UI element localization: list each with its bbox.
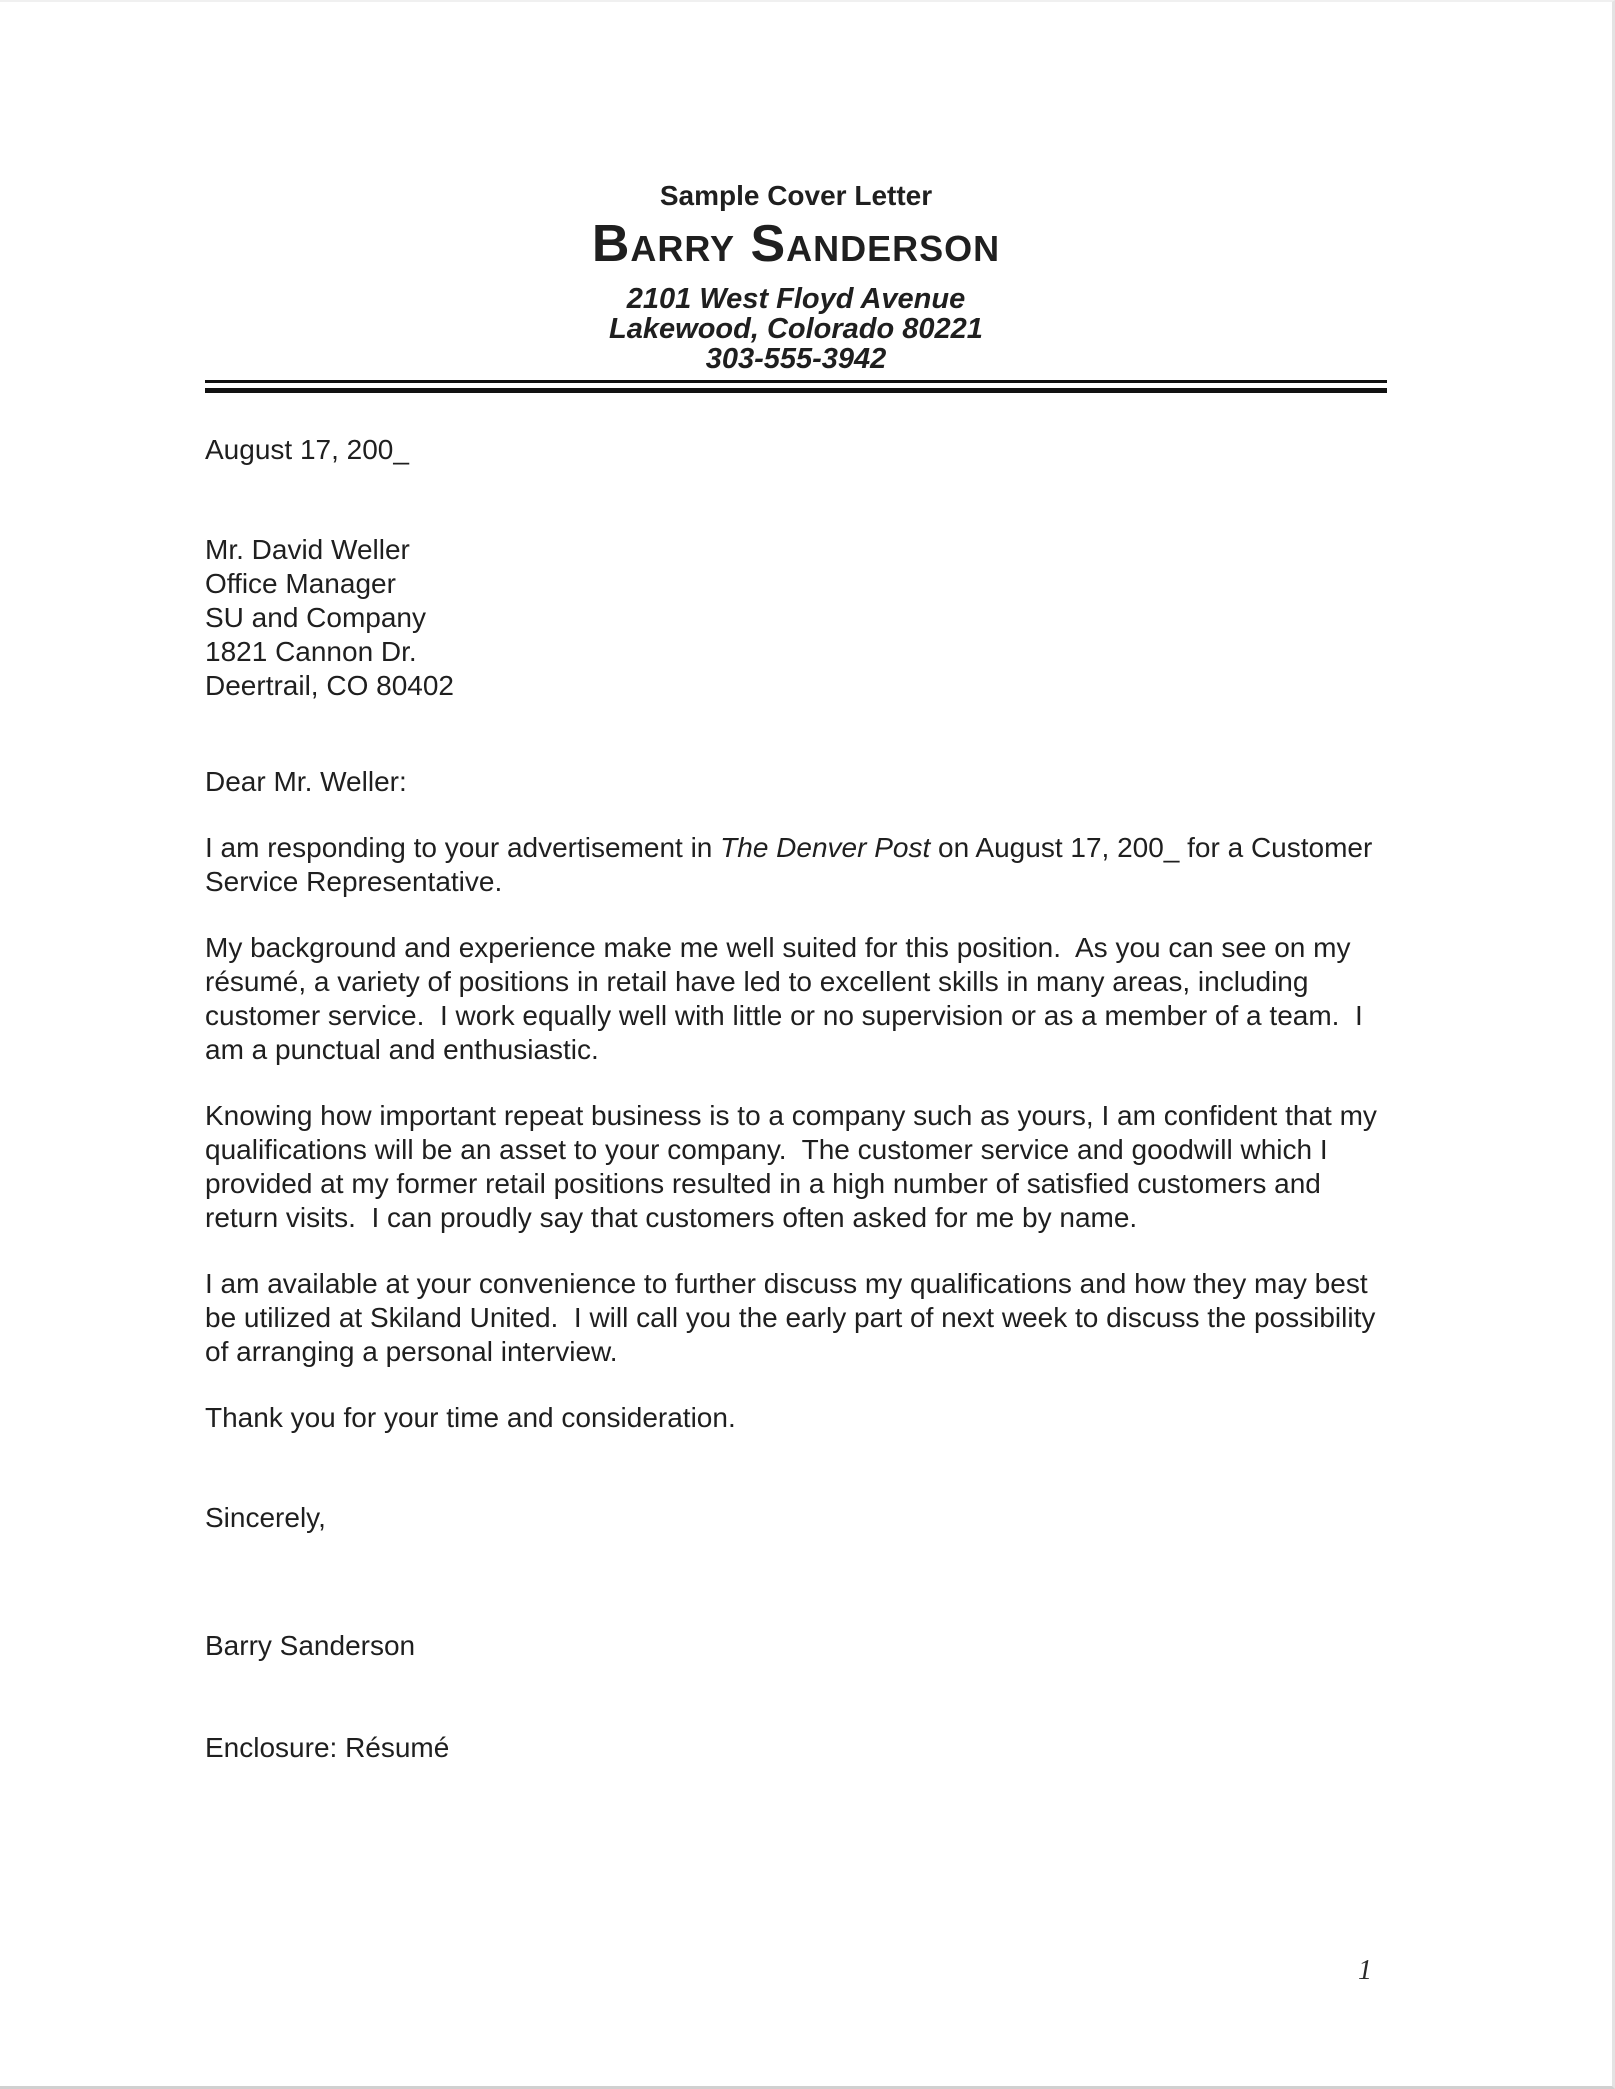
enclosure-note: Enclosure: Résumé: [205, 1732, 450, 1763]
recipient-name: Mr. David Weller: [205, 534, 410, 565]
recipient-city-state-zip: Deertrail, CO 80402: [205, 670, 455, 701]
double-rule-divider: [205, 380, 1387, 393]
body-paragraph-1: I am responding to your advertisement in The Denver Post on August 17, 200_ for a Customer Service Representative.: [205, 832, 1381, 897]
body-paragraph-4: I am available at your convenience to further discuss my qualifications and how they may best be utilized at Skiland United. I will call you the early part of next week to discuss the possibility of arranging a personal interview.: [205, 1268, 1384, 1367]
sender-address-line1: 2101 West Floyd Avenue: [626, 283, 966, 315]
letterhead: [0, 180, 1612, 393]
page-number: 1: [1358, 1955, 1372, 1986]
salutation: Dear Mr. Weller:: [205, 766, 407, 797]
signature-name: Barry Sanderson: [205, 1630, 416, 1661]
body-paragraph-5: Thank you for your time and consideration.: [205, 1402, 736, 1433]
sender-phone: 303-555-3942: [705, 343, 887, 375]
closing-line: Sincerely,: [205, 1502, 326, 1533]
sender-address-line2: Lakewood, Colorado 80221: [609, 313, 983, 345]
recipient-company: SU and Company: [205, 602, 427, 633]
recipient-block: [205, 533, 1382, 703]
sender-name: Barry Sanderson: [591, 215, 1001, 273]
body-paragraph-3: Knowing how important repeat business is to a company such as yours, I am confident that my qualifications will be an asset to your company. The customer service and goodwill which I provided at my former retail positions resulted in a high number of satisfied customers and return visits. I can proudly say that customers often asked for me by name.: [205, 1100, 1385, 1233]
recipient-street: 1821 Cannon Dr.: [205, 636, 417, 667]
letter-body: [0, 433, 1612, 1765]
letter-date: August 17, 200_: [205, 434, 409, 465]
document-title: Sample Cover Letter: [659, 180, 933, 211]
recipient-title: Office Manager: [205, 568, 396, 599]
body-paragraph-2: My background and experience make me well suited for this position. As you can see on my résumé, a variety of positions in retail have led to excellent skills in many areas, including customer service. I work equally well with little or no supervision or as a member of a team. I am a punctual and enthusiastic.: [205, 932, 1371, 1065]
